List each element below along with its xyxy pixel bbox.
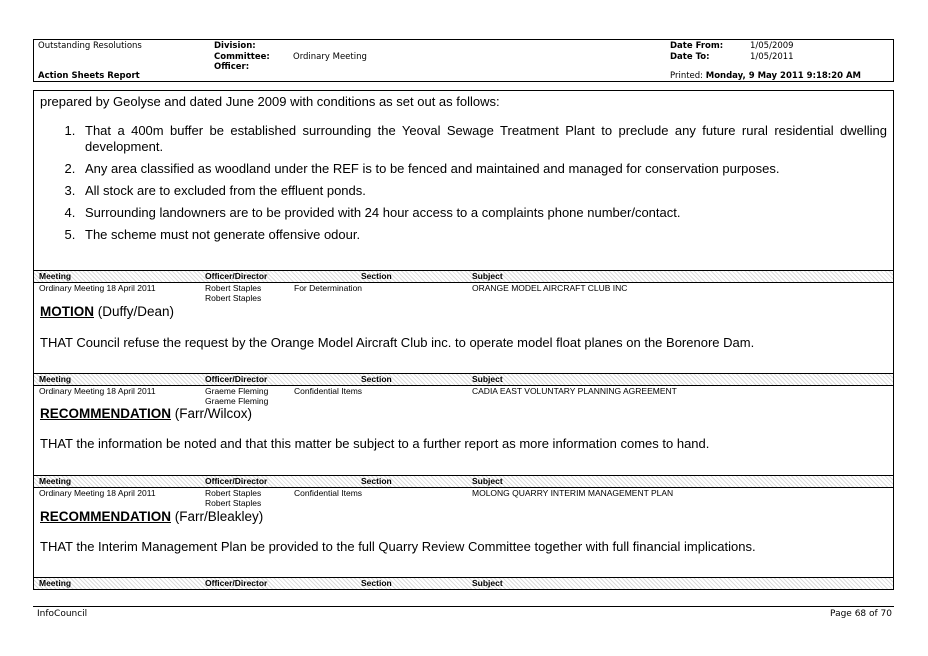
heading-movers: (Duffy/Dean)	[94, 304, 175, 319]
item-resolution: THAT the information be noted and that this matter be subject to a further report as more information comes to hand.	[40, 436, 710, 451]
item-meeting: Ordinary Meeting 18 April 2011	[39, 283, 156, 293]
item-director: Robert Staples	[205, 498, 262, 508]
item-officer: Robert Staples	[205, 283, 262, 293]
condition-item: 1. That a 400m buffer be established surrounding the Yeoval Sewage Treatment Plant to preclude any future rural residential dwelling development.	[79, 123, 887, 155]
committee-value: Ordinary Meeting	[293, 52, 367, 62]
item-resolution: THAT Council refuse the request by the Orange Model Aircraft Club inc. to operate model float planes on the Borenore Dam.	[40, 335, 755, 350]
footer-divider	[33, 606, 894, 607]
footer-brand: InfoCouncil	[37, 609, 88, 619]
col-subject: Subject	[472, 271, 503, 281]
committee-label: Committee:	[214, 52, 270, 62]
col-section: Section	[361, 271, 392, 281]
printed-value: Monday, 9 May 2011 9:18:20 AM	[705, 71, 862, 81]
item-section: For Determination	[294, 283, 363, 293]
item-officer: Graeme Fleming	[205, 386, 269, 396]
col-subject: Subject	[472, 374, 503, 384]
col-officer: Officer/Director	[205, 374, 268, 384]
item-resolution: THAT the Interim Management Plan be provided to the full Quarry Review Committee together with full financial implications.	[40, 539, 756, 554]
resolutions-panel	[33, 90, 894, 590]
column-header-band	[34, 270, 893, 283]
intro-text: prepared by Geolyse and dated June 2009 with conditions as set out as follows:	[40, 94, 500, 109]
printed-label: Printed:	[670, 71, 704, 81]
item-subject: MOLONG QUARRY INTERIM MANAGEMENT PLAN	[472, 488, 674, 498]
item-subject: ORANGE MODEL AIRCRAFT CLUB INC	[472, 283, 628, 293]
date-from-label: Date From:	[670, 41, 724, 51]
item-meeting: Ordinary Meeting 18 April 2011	[39, 488, 156, 498]
heading-movers: (Farr/Wilcox)	[171, 406, 252, 421]
heading-keyword: MOTION	[40, 304, 94, 319]
report-header	[33, 39, 894, 82]
item-heading	[40, 304, 174, 320]
column-header-band	[34, 577, 893, 590]
report-name: Outstanding Resolutions	[38, 41, 142, 51]
condition-item: 2. Any area classified as woodland under the REF is to be fenced and maintained and managed for conservation purposes.	[79, 161, 887, 177]
conditions-list	[40, 123, 887, 249]
col-officer: Officer/Director	[205, 578, 268, 588]
col-meeting: Meeting	[39, 578, 72, 588]
item-officer: Robert Staples	[205, 488, 262, 498]
item-director: Robert Staples	[205, 293, 262, 303]
condition-item: 4. Surrounding landowners are to be provided with 24 hour access to a complaints phone number/contact.	[79, 205, 887, 221]
date-to-label: Date To:	[670, 52, 710, 62]
date-from-value: 1/05/2009	[750, 41, 794, 51]
item-heading	[40, 406, 252, 422]
col-officer: Officer/Director	[205, 476, 268, 486]
heading-keyword: RECOMMENDATION	[40, 406, 171, 421]
item-director: Graeme Fleming	[205, 396, 269, 406]
heading-keyword: RECOMMENDATION	[40, 509, 171, 524]
column-header-band	[34, 373, 893, 386]
officer-label: Officer:	[214, 62, 250, 72]
col-section: Section	[361, 476, 392, 486]
col-section: Section	[361, 374, 392, 384]
printed-stamp	[670, 71, 861, 81]
col-officer: Officer/Director	[205, 271, 268, 281]
col-meeting: Meeting	[39, 476, 72, 486]
item-meeting: Ordinary Meeting 18 April 2011	[39, 386, 156, 396]
condition-item: 3. All stock are to excluded from the effluent ponds.	[79, 183, 887, 199]
condition-item: 5. The scheme must not generate offensive odour.	[79, 227, 887, 243]
column-header-band	[34, 475, 893, 488]
item-subject: CADIA EAST VOLUNTARY PLANNING AGREEMENT	[472, 386, 677, 396]
item-section: Confidential Items	[294, 386, 363, 396]
col-subject: Subject	[472, 578, 503, 588]
division-label: Division:	[214, 41, 256, 51]
col-meeting: Meeting	[39, 271, 72, 281]
col-subject: Subject	[472, 476, 503, 486]
date-to-value: 1/05/2011	[750, 52, 794, 62]
item-section: Confidential Items	[294, 488, 363, 498]
heading-movers: (Farr/Bleakley)	[171, 509, 264, 524]
col-section: Section	[361, 578, 392, 588]
item-heading	[40, 509, 263, 525]
report-type: Action Sheets Report	[38, 71, 140, 81]
page-number: Page 68 of 70	[830, 609, 892, 619]
col-meeting: Meeting	[39, 374, 72, 384]
